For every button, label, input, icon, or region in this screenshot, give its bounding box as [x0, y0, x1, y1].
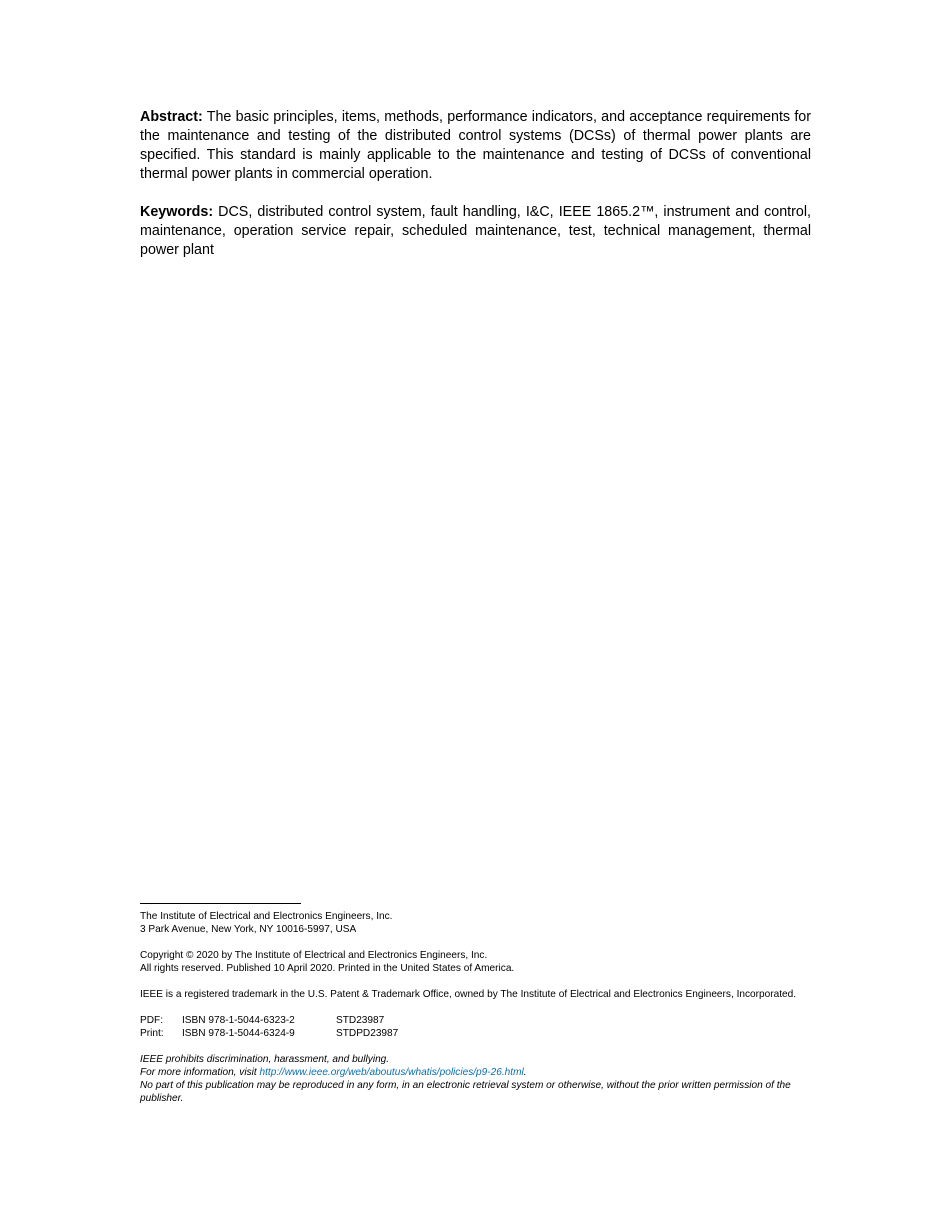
trademark-line: IEEE is a registered trademark in the U.S. Patent & Trademark Office, owned by The Institute of Electrical and Electronics Engineers, Incorporated. — [140, 989, 797, 1000]
more-info-line — [140, 1066, 816, 1079]
isbn-table — [140, 1014, 816, 1040]
abstract-paragraph — [140, 108, 811, 184]
isbn-format-label: Print: — [140, 1028, 164, 1039]
abstract-text: The basic principles, items, methods, performance indicators, and acceptance requirements for the maintenance and testing of the distributed control systems (DCSs) of thermal power plants are specified. This standard is mainly applicable to the maintenance and testing of DCSs of conventional thermal power plants in commercial operation. — [140, 109, 811, 182]
publisher-address: 3 Park Avenue, New York, NY 10016-5997, USA — [140, 924, 357, 935]
abstract-section — [140, 108, 811, 260]
isbn-row-pdf — [140, 1014, 816, 1027]
footer-divider — [140, 903, 301, 904]
policy-line: IEEE prohibits discrimination, harassment, and bullying. — [140, 1054, 390, 1065]
isbn-row-print — [140, 1027, 816, 1040]
keywords-paragraph — [140, 203, 811, 260]
isbn-product-code: STDPD23987 — [336, 1028, 399, 1039]
isbn-product-code: STD23987 — [336, 1015, 385, 1026]
publisher-name: The Institute of Electrical and Electronics Engineers, Inc. — [140, 911, 393, 922]
copyright-line: Copyright © 2020 by The Institute of Electrical and Electronics Engineers, Inc. — [140, 950, 488, 961]
isbn-number: ISBN 978-1-5044-6323-2 — [182, 1015, 295, 1026]
more-info-suffix: . — [523, 1067, 527, 1078]
rights-line: All rights reserved. Published 10 April 2020. Printed in the United States of America. — [140, 963, 515, 974]
abstract-label: Abstract: — [140, 109, 203, 125]
policy-link[interactable]: http://www.ieee.org/web/aboutus/whatis/policies/p9-26.html — [259, 1067, 524, 1078]
publication-footer — [140, 903, 816, 1105]
isbn-format-label: PDF: — [140, 1015, 163, 1026]
keywords-text: DCS, distributed control system, fault handling, I&C, IEEE 1865.2™, instrument and control, maintenance, operation service repair, scheduled maintenance, test, technical management, thermal power plant — [140, 204, 811, 258]
reproduction-notice: No part of this publication may be reproduced in any form, in an electronic retrieval system or otherwise, without the prior written permission of the publisher. — [140, 1080, 791, 1104]
keywords-label: Keywords: — [140, 204, 214, 220]
isbn-number: ISBN 978-1-5044-6324-9 — [182, 1028, 295, 1039]
more-info-prefix: For more information, visit — [140, 1067, 260, 1078]
